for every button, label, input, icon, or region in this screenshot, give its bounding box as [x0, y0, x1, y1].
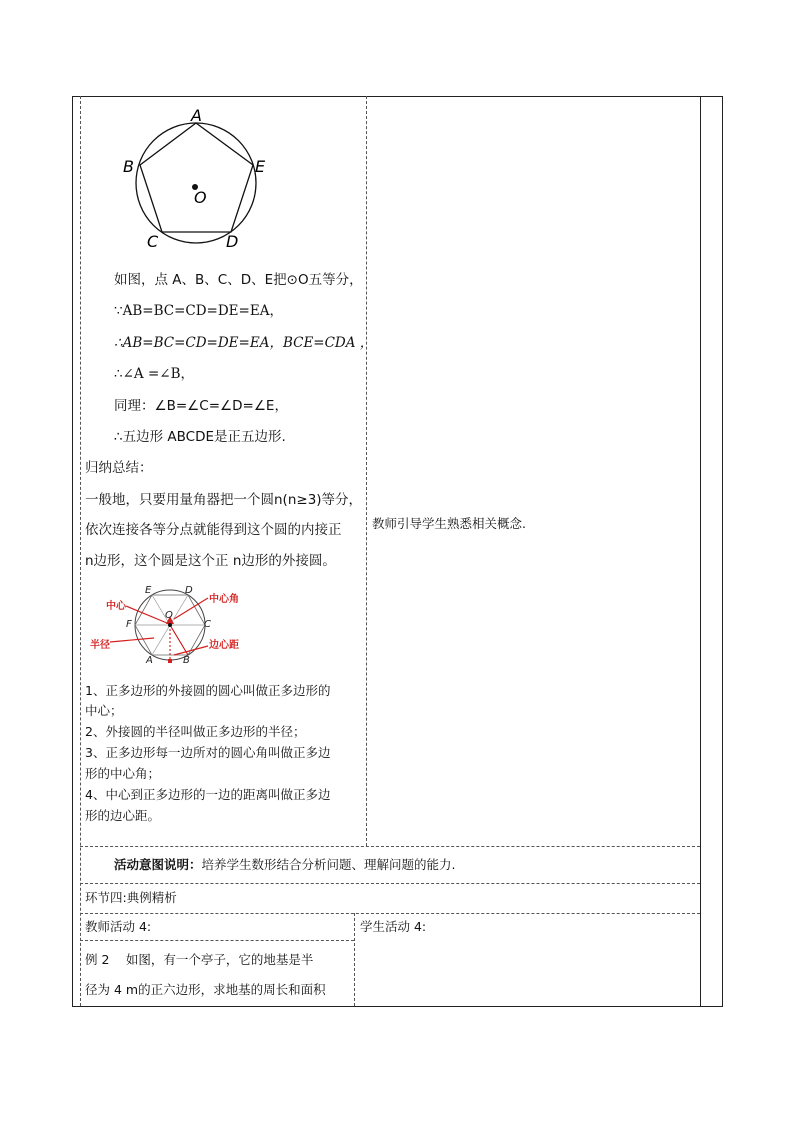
circle-o	[136, 123, 256, 243]
frame-inner-right	[700, 96, 701, 1006]
label-apothem: 边心距	[209, 640, 239, 651]
center-label-o: O	[194, 188, 207, 207]
vertex-label-b: B	[123, 157, 134, 176]
definition-3b: 形的中心角；	[85, 766, 161, 781]
hex-label-b: B	[183, 655, 190, 666]
frame-right	[722, 96, 723, 1006]
row-sep-1	[80, 846, 700, 847]
teacher-activity-title: 教师活动 4:	[85, 919, 152, 934]
pentagon-abcde	[140, 123, 253, 232]
hex-label-f: F	[126, 619, 132, 630]
column-divider-main	[366, 96, 367, 846]
label-center: 中心	[106, 601, 126, 612]
column-divider-activity	[354, 913, 355, 1006]
frame-inner-left	[80, 96, 81, 1006]
definition-3a: 3、正多边形每一边所对的圆心角叫做正多边	[85, 745, 331, 760]
teacher-note: 教师引导学生熟悉相关概念.	[372, 516, 526, 531]
definition-1b: 中心；	[85, 703, 123, 718]
vertex-label-e: E	[255, 157, 266, 176]
example-line-1: 例 2 如图，有一个亭子，它的地基是半	[85, 952, 314, 967]
proof-line-3: ∴AB=BC=CD=DE=EA，BCE=CDA ，	[114, 335, 374, 351]
frame-top	[72, 96, 723, 97]
hex-label-o: O	[165, 610, 173, 621]
hex-label-a: A	[146, 655, 153, 666]
proof-line-6: ∴五边形 ABCDE是正五边形.	[114, 429, 286, 445]
row-sep-2	[80, 883, 700, 884]
definition-2: 2、外接圆的半径叫做正多边形的半径；	[85, 724, 306, 739]
hex-label-e: E	[145, 585, 152, 596]
vertex-label-d: D	[226, 232, 239, 250]
vertex-label-c: C	[147, 232, 159, 250]
proof-line-5: 同理：∠B=∠C=∠D=∠E，	[114, 398, 288, 414]
proof-line-2: ∵AB=BC=CD=DE=EA，	[114, 303, 283, 319]
intent-label: 活动意图说明：	[114, 857, 202, 872]
proof-line-1: 如图，点 A、B、C、D、E把⊙O五等分，	[114, 272, 363, 288]
frame-bottom	[72, 1006, 723, 1007]
summary-line-1: 一般地，只要用量角器把一个圆n(n≥3)等分，	[85, 492, 363, 508]
label-central-angle: 中心角	[209, 594, 239, 605]
hex-label-d: D	[185, 585, 193, 596]
example-line-2: 径为 4 m的正六边形，求地基的周长和面积	[85, 982, 326, 997]
definition-4b: 形的边心距。	[85, 808, 161, 823]
teacher-activity-sep	[80, 940, 354, 941]
student-activity-title: 学生活动 4:	[360, 919, 427, 934]
definition-4a: 4、中心到正多边形的一边的距离叫做正多边	[85, 787, 331, 802]
pentagon-circle-diagram	[115, 100, 285, 250]
intent-text: 培养学生数形结合分析问题、理解问题的能力.	[201, 857, 456, 872]
intent-row	[114, 855, 456, 875]
definition-1a: 1、正多边形的外接圆的圆心叫做正多边形的	[85, 683, 331, 698]
row-sep-3	[80, 913, 700, 914]
proof-line-4: ∴∠A =∠B，	[114, 366, 194, 382]
vertex-label-a: A	[191, 106, 202, 125]
summary-line-2: 依次连接各等分点就能得到这个圆的内接正	[85, 522, 342, 538]
section-4-title: 环节四:典例精析	[85, 890, 177, 905]
frame-left	[72, 96, 73, 1006]
hex-label-c: C	[204, 619, 211, 630]
summary-line-3: n边形，这个圆是这个正 n边形的外接圆。	[85, 553, 336, 569]
label-radius: 半径	[90, 640, 110, 651]
summary-title: 归纳总结：	[85, 460, 153, 476]
center-point	[168, 623, 172, 627]
